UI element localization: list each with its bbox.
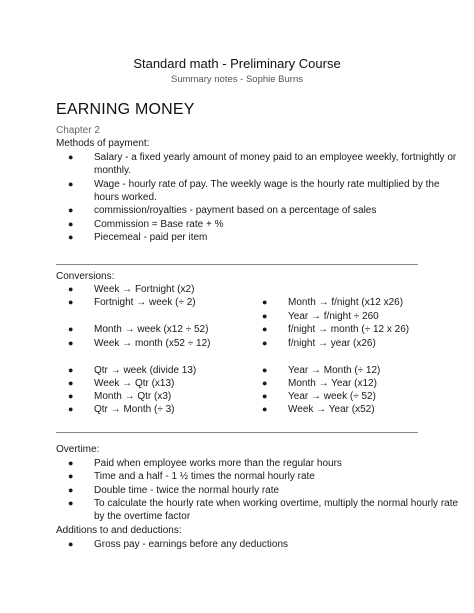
bullet-icon: ● — [262, 391, 268, 401]
bullet-icon: ● — [68, 458, 74, 468]
bullet-icon: ● — [68, 485, 74, 495]
list-item: ● Month → Year (x12) — [262, 378, 377, 389]
list-item: ● Gross pay - earnings before any deductions — [68, 539, 288, 550]
overtime-label: Overtime: — [56, 444, 100, 455]
bullet-icon: ● — [68, 205, 74, 215]
divider — [56, 432, 418, 433]
bullet-icon: ● — [262, 338, 268, 348]
list-item: ● Salary - a fixed yearly amount of money paid to an employee weekly, fortnightly or monthly. — [68, 152, 457, 177]
bullet-icon: ● — [68, 232, 74, 242]
list-item: ● Double time - twice the normal hourly rate — [68, 485, 280, 496]
list-item: ● f/night → year (x26) — [262, 338, 376, 349]
bullet-icon: ● — [68, 378, 74, 388]
bullet-icon: ● — [68, 284, 74, 294]
list-item: ● Qtr → week (divide 13) — [68, 365, 197, 376]
list-item: ● Commission = Base rate + % — [68, 219, 224, 230]
list-item: ● f/night → month (÷ 12 x 26) — [262, 324, 410, 335]
list-item: ● Piecemeal - paid per item — [68, 232, 208, 243]
list-item: ● To calculate the hourly rate when working overtime, multiply the normal hourly rate by the overtime factor — [68, 498, 459, 523]
list-item: ● commission/royalties - payment based on a percentage of sales — [68, 205, 377, 216]
list-item: ● Wage - hourly rate of pay. The weekly wage is the hourly rate multiplied by the hours worked. — [68, 179, 440, 204]
bullet-icon: ● — [68, 338, 74, 348]
bullet-icon: ● — [262, 378, 268, 388]
bullet-icon: ● — [68, 404, 74, 414]
bullet-icon: ● — [68, 498, 74, 508]
additions-label: Additions to and deductions: — [56, 525, 182, 536]
list-item: ● Year → Month (÷ 12) — [262, 365, 381, 376]
document-subtitle: Summary notes - Sophie Burns — [170, 74, 303, 85]
list-item: ● Qtr → Month (÷ 3) — [68, 404, 175, 415]
divider — [56, 264, 418, 265]
list-item: ● Week → Year (x52) — [262, 404, 375, 415]
bullet-icon: ● — [68, 391, 74, 401]
list-item: ● Month → week (x12 ÷ 52) — [68, 324, 209, 335]
conversions-label: Conversions: — [56, 271, 115, 282]
bullet-icon: ● — [262, 365, 268, 375]
list-item: ● Month → f/night (x12 x26) — [262, 297, 404, 308]
list-item: ● Year → week (÷ 52) — [262, 391, 376, 402]
bullet-icon: ● — [68, 539, 74, 549]
list-item: ● Year → f/night ÷ 260 — [262, 311, 379, 322]
bullet-icon: ● — [68, 219, 74, 229]
list-item: ● Fortnight → week (÷ 2) — [68, 297, 196, 308]
bullet-icon: ● — [68, 365, 74, 375]
bullet-icon: ● — [262, 311, 268, 321]
list-item: ● Week → Fortnight (x2) — [68, 284, 195, 295]
list-item: ● Time and a half - 1 ½ times the normal hourly rate — [68, 471, 315, 482]
chapter-label: Chapter 2 — [56, 125, 100, 136]
list-item: ● Paid when employee works more than the regular hours — [68, 458, 342, 469]
bullet-icon: ● — [68, 152, 74, 162]
bullet-icon: ● — [68, 324, 74, 334]
bullet-icon: ● — [68, 471, 74, 481]
list-item: ● Week → Qtr (x13) — [68, 378, 175, 389]
bullet-icon: ● — [262, 297, 268, 307]
document-title: Standard math - Preliminary Course — [133, 56, 341, 71]
bullet-icon: ● — [68, 297, 74, 307]
section-heading: EARNING MONEY — [56, 101, 195, 118]
payment-methods-label: Methods of payment: — [56, 138, 150, 149]
list-item: ● Week → month (x52 ÷ 12) — [68, 338, 211, 349]
bullet-icon: ● — [262, 404, 268, 414]
bullet-icon: ● — [68, 179, 74, 189]
bullet-icon: ● — [262, 324, 268, 334]
list-item: ● Month → Qtr (x3) — [68, 391, 172, 402]
